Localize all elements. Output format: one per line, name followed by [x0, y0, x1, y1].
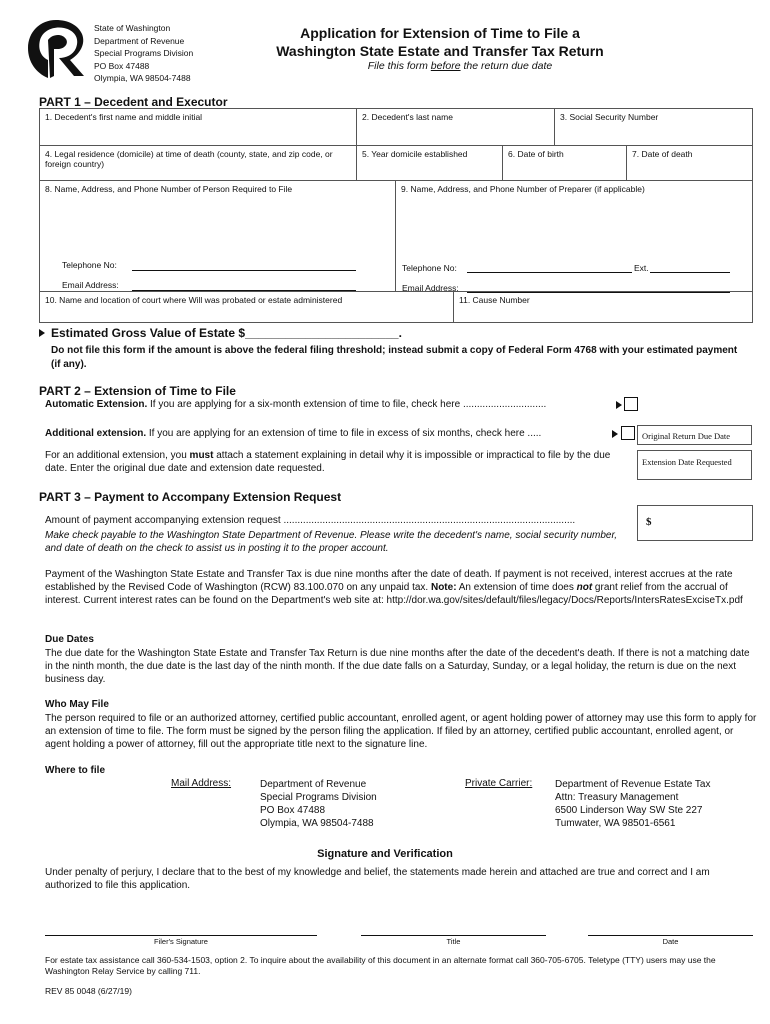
filer-email-label: Email Address: [62, 280, 119, 290]
field-label: 5. Year domicile established [362, 149, 468, 159]
agency-line: State of Washington [94, 23, 171, 33]
agency-line: Department of Revenue [94, 35, 185, 46]
agency-line: Special Programs Division [94, 48, 194, 58]
field-label: 9. Name, Address, and Phone Number of Preparer (if applicable) [401, 184, 645, 194]
add-ext-bold: Additional extension. [45, 428, 147, 439]
address-line: Special Programs Division [260, 792, 377, 803]
form-title [230, 24, 650, 60]
private-carrier-block [555, 778, 710, 830]
address-line: Attn: Treasury Management [555, 792, 679, 803]
field-cause-number[interactable] [453, 291, 753, 323]
who-may-file-text: The person required to file or an authorized attorney, certified public accountant, enrolled agent, or agent holding power of attorney may use this form to apply for an extension of time to file. The form must be signed by the person filing the application. If filed by an attorney, certified public accountant, enrolled agent, or agent holding a power of attorney, fill out the appropriate title next to the signature line. [45, 713, 757, 750]
additional-extension-text [45, 428, 541, 439]
field-label: 4. Legal residence (domicile) at time of death (county, state, and zip code, or foreign country) [45, 149, 333, 169]
agency-address [94, 22, 193, 85]
due-dates-text: The due date for the Washington State Estate and Transfer Tax Return is due nine months after the date of the decedent's death. If there is not a matching date in the ninth month, the due date is the last day of the ninth month. If the due date falls on a Saturday, Sunday, or a legal holiday, the return is due on the next business day. [45, 648, 750, 685]
extension-date-label: Extension Date Requested [642, 457, 732, 467]
signature-declaration: Under penalty of perjury, I declare that to the best of my knowledge and belief, the statements made herein and attached are true and correct and I am authorized to file this application. [45, 867, 710, 891]
subtitle-emphasis: before [430, 60, 461, 72]
extension-date-box[interactable] [637, 450, 752, 480]
filer-signature-label: Filer's Signature [154, 937, 208, 946]
para-bold: not [576, 582, 593, 593]
dor-logo [26, 18, 86, 80]
add-ext-text: If you are applying for an extension of time to file in excess of six months, check here ..... [146, 428, 542, 439]
para-text: An extension of time does [456, 582, 577, 593]
title-line[interactable] [361, 935, 546, 936]
assistance-text: For estate tax assistance call 360-534-1503, option 2. To inquire about the availability of this document in an alternate format call 360-705-6705. Teletype (TTY) users may use the Washington Relay Service by calling 711. [45, 955, 716, 976]
signature-heading: Signature and Verification [317, 848, 453, 860]
para-text: Payment of the Washington State Estate and Transfer Tax is due nine months after the date of death. If payment is not received, interest accrues at the rate established by the Revised Code of Washington (RCW) 83.100.070 on any unpaid tax. [45, 569, 733, 593]
private-carrier-label: Private Carrier: [465, 778, 533, 789]
dollar-sign: $ [646, 516, 652, 528]
form-revision: REV 85 0048 (6/27/19) [45, 986, 132, 996]
original-due-date-box[interactable] [637, 425, 752, 445]
payment-paragraph [45, 568, 757, 607]
address-line: PO Box 47488 [260, 805, 326, 816]
para-text: For an additional extension, you [45, 450, 190, 461]
field-year-domicile[interactable] [356, 145, 503, 181]
field-label: 8. Name, Address, and Phone Number of Person Required to File [45, 184, 293, 194]
field-person-required[interactable] [39, 180, 396, 292]
payable-instructions: Make check payable to the Washington State Department of Revenue. Please write the decedent's name, social security number, and date of death on the check to assist us in posting it to the proper account. [45, 530, 618, 554]
additional-extension-checkbox[interactable] [621, 426, 635, 440]
filer-telephone-label: Telephone No: [62, 260, 117, 270]
field-date-of-birth[interactable] [502, 145, 627, 181]
part3-heading: PART 3 – Payment to Accompany Extension Request [39, 490, 342, 504]
address-line: Tumwater, WA 98501-6561 [555, 818, 676, 829]
date-line[interactable] [588, 935, 753, 936]
part2-heading: PART 2 – Extension of Time to File [39, 384, 236, 398]
preparer-ext-line[interactable] [650, 272, 730, 273]
estimated-note: Do not file this form if the amount is above the federal filing threshold; instead submit a copy of Federal Form 4768 with your estimated payment (if any). [51, 345, 738, 370]
mail-address-block [260, 778, 377, 830]
estimated-period: . [398, 326, 402, 340]
estimated-value-field[interactable]: _______________________ [245, 326, 399, 340]
estimated-gross-value [51, 326, 402, 340]
address-line: Department of Revenue Estate Tax [555, 779, 711, 790]
field-legal-residence[interactable] [39, 145, 357, 181]
part1-heading: PART 1 – Decedent and Executor [39, 95, 228, 109]
preparer-telephone-label: Telephone No: [402, 263, 457, 273]
field-label: 2. Decedent's last name [362, 112, 453, 122]
agency-line: PO Box 47488 [94, 60, 150, 71]
due-dates-heading: Due Dates [45, 634, 94, 645]
field-first-name[interactable] [39, 108, 357, 146]
automatic-extension-text [45, 399, 546, 410]
form-subtitle [230, 60, 690, 72]
estimated-label: Estimated Gross Value of Estate $ [51, 326, 246, 340]
auto-ext-text: If you are applying for a six-month extension of time to file, check here .............................. [147, 399, 547, 410]
address-line: Olympia, WA 98504-7488 [260, 818, 374, 829]
field-ssn[interactable] [554, 108, 753, 146]
payment-amount-field[interactable] [637, 505, 753, 541]
field-label: 6. Date of birth [508, 149, 564, 159]
para-text: grant relief from the accrual of interest. Current interest rates can be found on the Department's web site at: http://dor.wa.gov/sites/default/files/legacy/Docs/Reports/IntersRatesExciseTx.pdf [45, 582, 743, 606]
field-label: 7. Date of death [632, 149, 693, 159]
address-line: 6500 Linderson Way SW Ste 227 [555, 805, 703, 816]
field-preparer[interactable] [395, 180, 753, 292]
field-date-of-death[interactable] [626, 145, 753, 181]
filer-telephone-line[interactable] [132, 270, 356, 271]
mail-address-label: Mail Address: [171, 778, 232, 789]
original-due-date-label: Original Return Due Date [642, 431, 731, 441]
where-to-file-heading: Where to file [45, 765, 106, 776]
field-label: 1. Decedent's first name and middle initial [45, 112, 203, 122]
field-label: 3. Social Security Number [560, 112, 659, 122]
who-may-file-heading: Who May File [45, 699, 109, 710]
additional-extension-paragraph [45, 449, 635, 475]
amount-label: Amount of payment accompanying extension request ......................................................................................................... [45, 515, 576, 526]
preparer-telephone-line[interactable] [467, 272, 632, 273]
arrow-right-icon [39, 329, 45, 337]
para-bold: Note: [430, 582, 457, 593]
subtitle-text: File this form [367, 60, 431, 72]
field-court[interactable] [39, 291, 454, 323]
field-label: 10. Name and location of court where Will was probated or estate administered [45, 295, 343, 305]
field-last-name[interactable] [356, 108, 555, 146]
preparer-ext-label: Ext. [634, 263, 649, 273]
date-label: Date [662, 937, 679, 946]
arrow-right-icon [612, 430, 618, 438]
subtitle-text: the return due date [460, 60, 553, 72]
address-line: Department of Revenue [260, 779, 367, 790]
para-text: attach a statement explaining in detail why it is impossible or impractical to file by the due date. Enter the original due date and extension date requested. [45, 450, 611, 474]
filer-signature-line[interactable] [45, 935, 317, 936]
title-line-1: Application for Extension of Time to File a [300, 25, 580, 41]
title-label: Title [446, 937, 461, 946]
agency-line: Olympia, WA 98504-7488 [94, 73, 191, 83]
automatic-extension-checkbox[interactable] [624, 397, 638, 411]
field-label: 11. Cause Number [459, 295, 530, 305]
preparer-email-label: Email Address: [402, 283, 459, 293]
title-line-2: Washington State Estate and Transfer Tax Return [276, 43, 604, 59]
arrow-right-icon [616, 401, 622, 409]
auto-ext-bold: Automatic Extension. [45, 399, 148, 410]
para-bold: must [189, 450, 214, 461]
